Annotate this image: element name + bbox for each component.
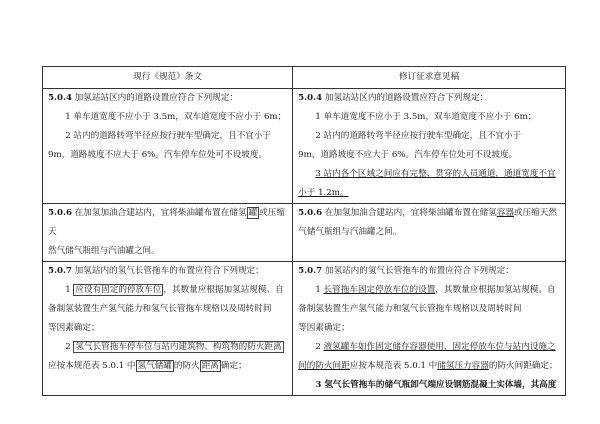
table-row: [43, 262, 566, 396]
cell-506-current: [43, 204, 293, 262]
clause-text-cont: 等因素确定；: [48, 323, 100, 333]
clause-item: 1 单车道宽度不应小于 3.5m，双车道宽度不应小于 6m；: [65, 112, 287, 122]
table-header-row: [43, 67, 566, 89]
clause-title: 加氢站站区内的道路设置应符合下列规定：: [74, 93, 238, 103]
clause-text: 或压缩天: [48, 208, 285, 237]
revised-phrase: 液氢罐车如作固定储存容器使用，固定停放车位与站内设施之: [323, 342, 556, 352]
clause-number: 5.0.4: [298, 93, 323, 103]
added-clause-item: 3 站内各个区域之间应有完整、贯穿的人员通道，通道宽度不宜: [315, 169, 556, 179]
clause-text: 确定；: [220, 361, 247, 371]
clause-item: 2 站内的道路转弯半径应按行驶车型确定，且不宜小于: [315, 131, 522, 141]
deleted-phrase-box: 应设有固定的停放车位: [75, 285, 162, 295]
clause-text-cont: 等因素确定；: [298, 323, 350, 333]
table-row: [43, 204, 566, 262]
clause-title: 加氢站内的氢气长管拖车的布置应符合下列规定：: [74, 266, 264, 276]
clause-text: 的防火间距确定；: [488, 361, 558, 371]
clause-text-cont: 气储气瓶组与汽油罐之间。: [298, 227, 402, 237]
clause-number: 5.0.7: [298, 266, 323, 276]
clause-text: 或压缩天然: [513, 208, 557, 218]
added-clause-item: 3 氢气长管拖车的储气瓶卸气端应设钢筋混凝土实体墙，其高度: [315, 380, 557, 390]
clause-text: ，其数量应根据加氢站规模、自: [163, 285, 284, 295]
revised-term: 储氢压力容器: [437, 361, 489, 371]
header-current-clause: 现行《规范》条文: [43, 67, 293, 89]
clause-number: 5.0.6: [298, 208, 323, 218]
clause-text: 在加氢加油合建站内，宜将柴油罐布置在储氢: [74, 208, 247, 218]
clause-title: 加氢站内的氢气长管拖车的布置应符合下列规定：: [324, 266, 514, 276]
revised-phrase: 长管拖车固定停放车位的设置: [323, 285, 436, 295]
comparison-table: [42, 66, 566, 396]
clause-item: 1 单车道宽度不应小于 3.5m，双车道宽度不应小于 6m；: [315, 112, 537, 122]
clause-number: 5.0.7: [48, 266, 72, 276]
clause-text: ，其数量应根据加氢站规模、自: [435, 285, 556, 295]
clause-text: 应按本规范表 5.0.1 中: [48, 361, 136, 371]
deleted-term-box: 距离: [201, 361, 219, 371]
clause-item-cont: 9m，道路坡度不应大于 6%。汽车停车位处可不设坡度。: [48, 150, 268, 160]
clause-title: 加氢站站区内的道路设置应符合下列规定：: [324, 93, 489, 103]
clause-text-cont: 然气储气瓶组与汽油罐之间。: [48, 246, 160, 256]
added-clause-item-cont: 小于 1.2m。: [298, 188, 349, 198]
table-row: [43, 89, 566, 204]
cell-504-revision: [293, 89, 566, 204]
deleted-term-box: 罐: [248, 208, 258, 218]
item-number: 1: [65, 285, 71, 295]
clause-text-cont: 备制氢装置生产氢气能力和氢气长管拖车规格以及周转时间: [48, 304, 272, 314]
header-revision-draft: 修订征求意见稿: [293, 67, 566, 89]
cell-504-current: [43, 89, 293, 204]
item-number: 2: [65, 342, 71, 352]
clause-item: 2 站内的道路转弯半径应按行驶车型确定，且不宜小于: [65, 131, 272, 141]
cell-506-revision: [293, 204, 566, 262]
revised-term: 容器: [496, 208, 514, 218]
clause-item-cont: 9m，道路坡度不应大于 6%。汽车停车位处可不设坡度。: [298, 150, 518, 160]
cell-507-revision: [293, 262, 566, 396]
cell-507-current: [43, 262, 293, 396]
clause-number: 5.0.4: [48, 93, 72, 103]
deleted-term-box: 氢气储罐: [137, 361, 172, 371]
clause-text: 在加氢加油合建站内，宜将柴油罐布置在储氢: [324, 208, 497, 218]
deleted-phrase-box: 氢气长管拖车停车位与站内建筑物、构筑物的防火距离: [75, 342, 282, 352]
item-number: 1: [315, 285, 321, 295]
clause-text: 应按本规范表 5.0.1 中: [349, 361, 438, 371]
item-number: 2: [315, 342, 324, 352]
clause-text: 的防火: [173, 361, 200, 371]
clause-number: 5.0.6: [48, 208, 72, 218]
clause-text-cont: 备制氢装置生产氢气能力和氢气长管拖车规格以及周转时间: [298, 304, 522, 314]
revised-phrase: 间的防火间距: [298, 361, 350, 371]
